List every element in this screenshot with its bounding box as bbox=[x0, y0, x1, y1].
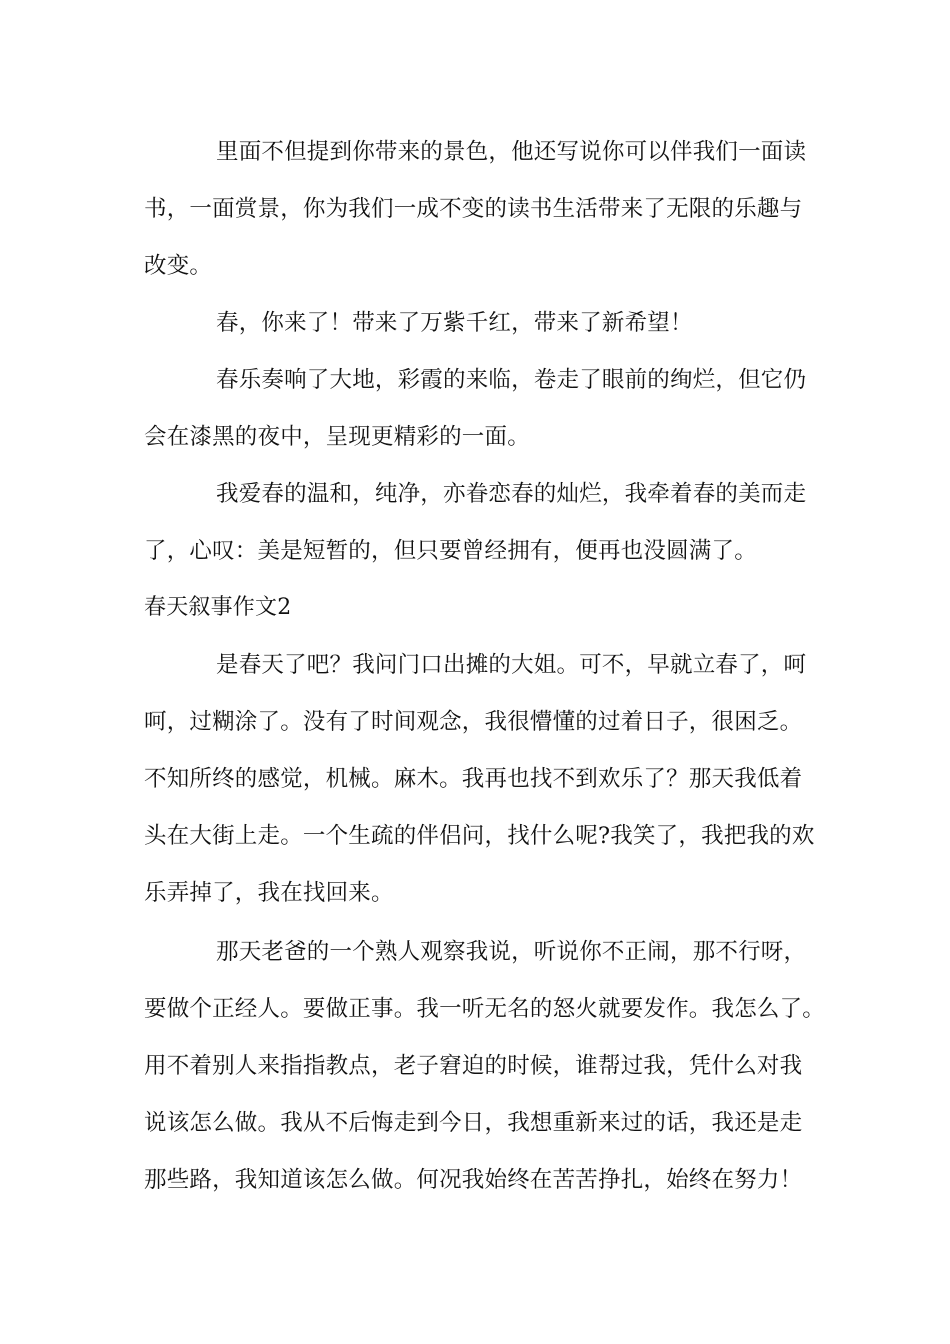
section-paragraph-2-line-2: 要做个正经人。要做正事。我一听无名的怒火就要发作。我怎么了。 bbox=[144, 996, 826, 1022]
paragraph-4-line-2: 了，心叹：美是短暂的，但只要曾经拥有，便再也没圆满了。 bbox=[144, 538, 757, 564]
section-paragraph-1-line-2: 呵，过糊涂了。没有了时间观念，我很懵懂的过着日子，很困乏。 bbox=[144, 709, 803, 735]
section-paragraph-1-line-3: 不知所终的感觉，机械。麻木。我再也找不到欢乐了？那天我低着 bbox=[144, 766, 803, 792]
section-title: 春天叙事作文2 bbox=[144, 595, 292, 620]
paragraph-4-line-1: 我爱春的温和，纯净，亦眷恋春的灿烂，我牵着春的美而走 bbox=[216, 481, 807, 507]
section-paragraph-2-line-1: 那天老爸的一个熟人观察我说，听说你不正闹，那不行呀， bbox=[216, 939, 807, 965]
paragraph-3-line-2: 会在漆黑的夜中，呈现更精彩的一面。 bbox=[144, 424, 530, 450]
section-paragraph-2-line-5: 那些路，我知道该怎么做。何况我始终在苦苦挣扎，始终在努力！ bbox=[144, 1167, 803, 1193]
section-paragraph-1-line-1: 是春天了吧？我问门口出摊的大姐。可不，早就立春了，呵 bbox=[216, 652, 807, 678]
paragraph-1-line-2: 书，一面赏景，你为我们一成不变的读书生活带来了无限的乐趣与 bbox=[144, 196, 803, 222]
paragraph-2-line-1: 春，你来了！带来了万紫千红，带来了新希望！ bbox=[216, 310, 693, 336]
section-paragraph-2-line-3: 用不着别人来指指教点，老子窘迫的时候，谁帮过我，凭什么对我 bbox=[144, 1053, 803, 1079]
paragraph-3-line-1: 春乐奏响了大地，彩霞的来临，卷走了眼前的绚烂，但它仍 bbox=[216, 367, 807, 393]
section-paragraph-1-line-5: 乐弄掉了，我在找回来。 bbox=[144, 880, 394, 906]
section-paragraph-1-line-4: 头在大街上走。一个生疏的伴侣问，找什么呢?我笑了，我把我的欢 bbox=[144, 823, 815, 849]
section-paragraph-2-line-4: 说该怎么做。我从不后悔走到今日，我想重新来过的话，我还是走 bbox=[144, 1110, 803, 1136]
paragraph-1-line-3: 改变。 bbox=[144, 253, 213, 279]
paragraph-1-line-1: 里面不但提到你带来的景色，他还写说你可以伴我们一面读 bbox=[216, 139, 807, 165]
